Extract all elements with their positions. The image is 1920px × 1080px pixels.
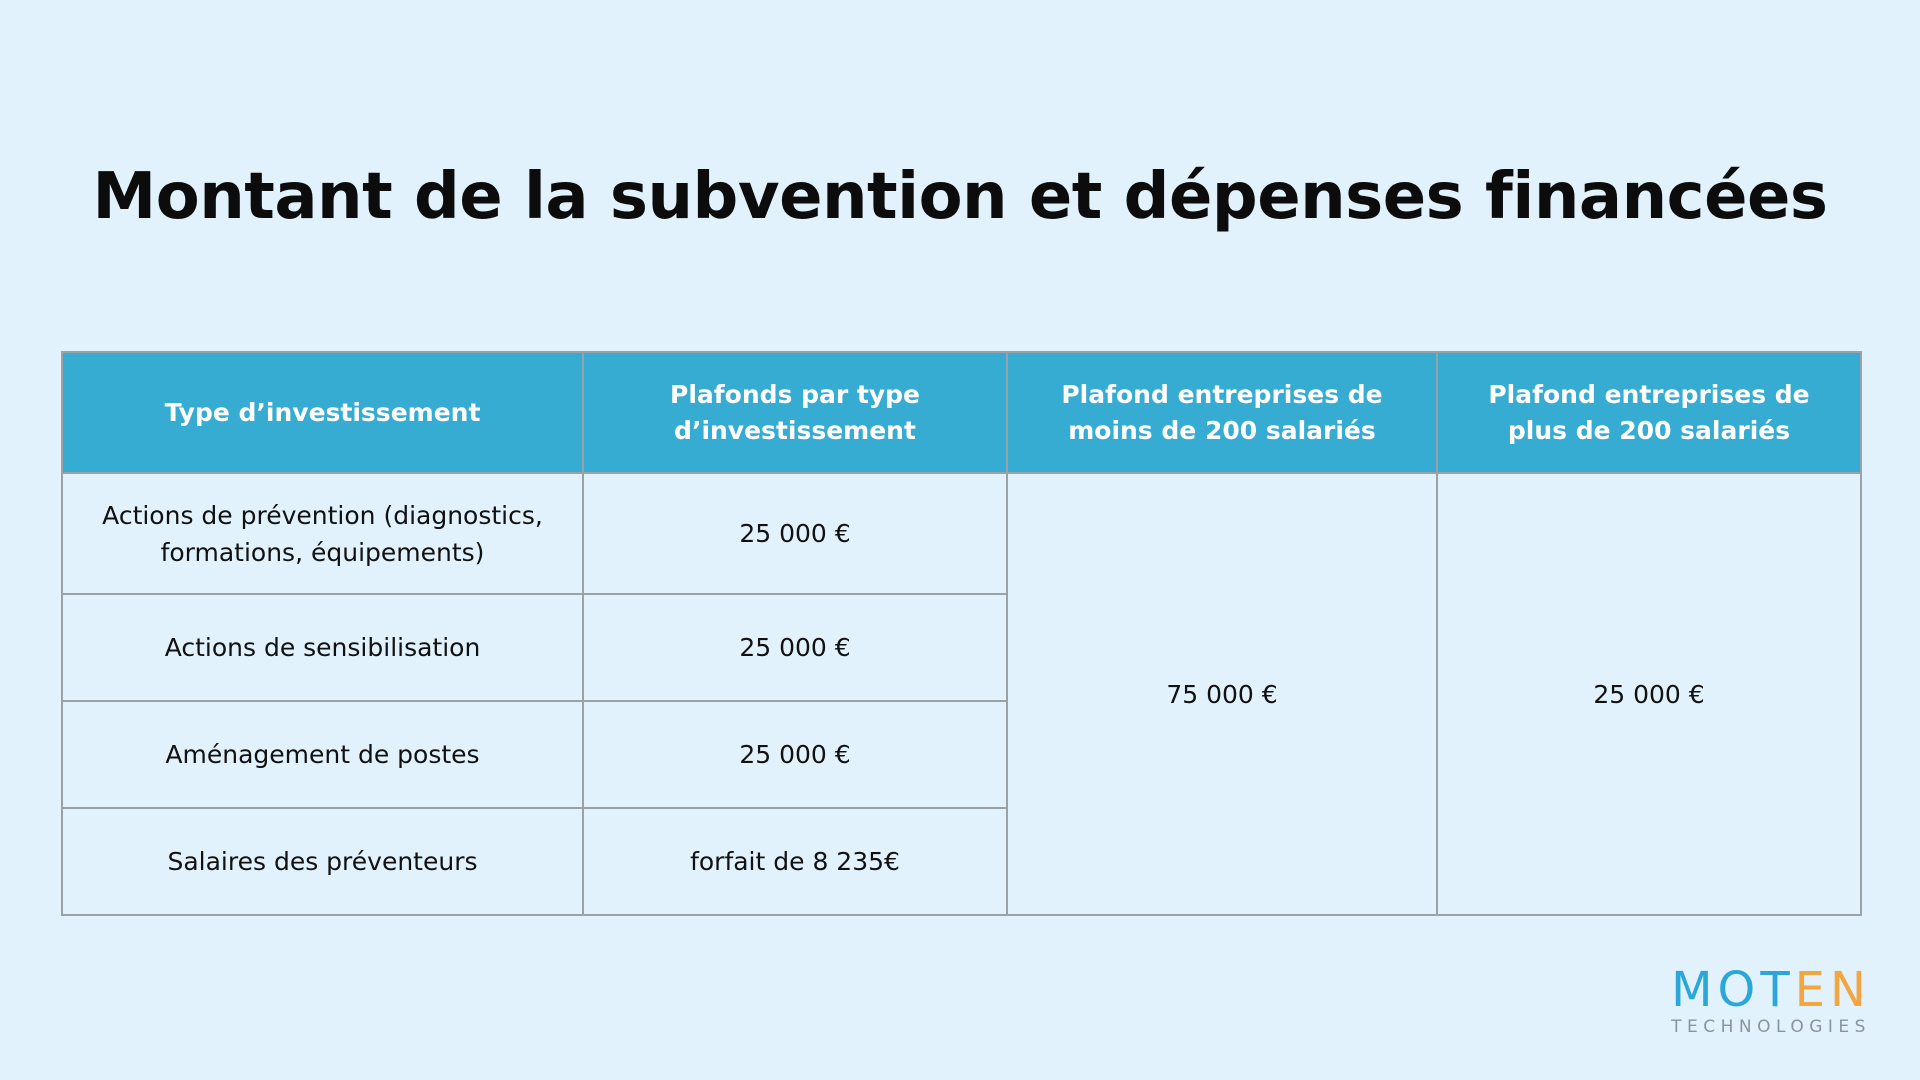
header-plafond-plus-200: Plafond entreprises de plus de 200 salariés — [1437, 352, 1861, 473]
page-title: Montant de la subvention et dépenses financées — [92, 160, 1828, 234]
cell-type: Aménagement de postes — [62, 701, 583, 808]
logo-wordmark — [1660, 962, 1882, 1018]
cell-type: Actions de sensibilisation — [62, 594, 583, 701]
subsidy-table — [61, 351, 1862, 916]
cell-plafond-plus-200: 25 000 € — [1437, 473, 1861, 915]
moten-logo — [1660, 962, 1882, 1037]
table-row — [62, 473, 1861, 594]
header-plafond-moins-200: Plafond entreprises de moins de 200 salariés — [1007, 352, 1437, 473]
logo-word-part1: MOT — [1671, 962, 1795, 1018]
cell-plafond: forfait de 8 235€ — [583, 808, 1007, 915]
cell-type: Actions de prévention (diagnostics, formations, équipements) — [62, 473, 583, 594]
cell-plafond-moins-200: 75 000 € — [1007, 473, 1437, 915]
header-plafonds-par-type: Plafonds par type d’investissement — [583, 352, 1007, 473]
logo-subtitle: TECHNOLOGIES — [1671, 1017, 1871, 1037]
header-type-investissement: Type d’investissement — [62, 352, 583, 473]
cell-plafond: 25 000 € — [583, 594, 1007, 701]
logo-word-part2: EN — [1794, 962, 1871, 1018]
cell-plafond: 25 000 € — [583, 473, 1007, 594]
cell-type: Salaires des préventeurs — [62, 808, 583, 915]
table-header-row — [62, 352, 1861, 473]
cell-plafond: 25 000 € — [583, 701, 1007, 808]
